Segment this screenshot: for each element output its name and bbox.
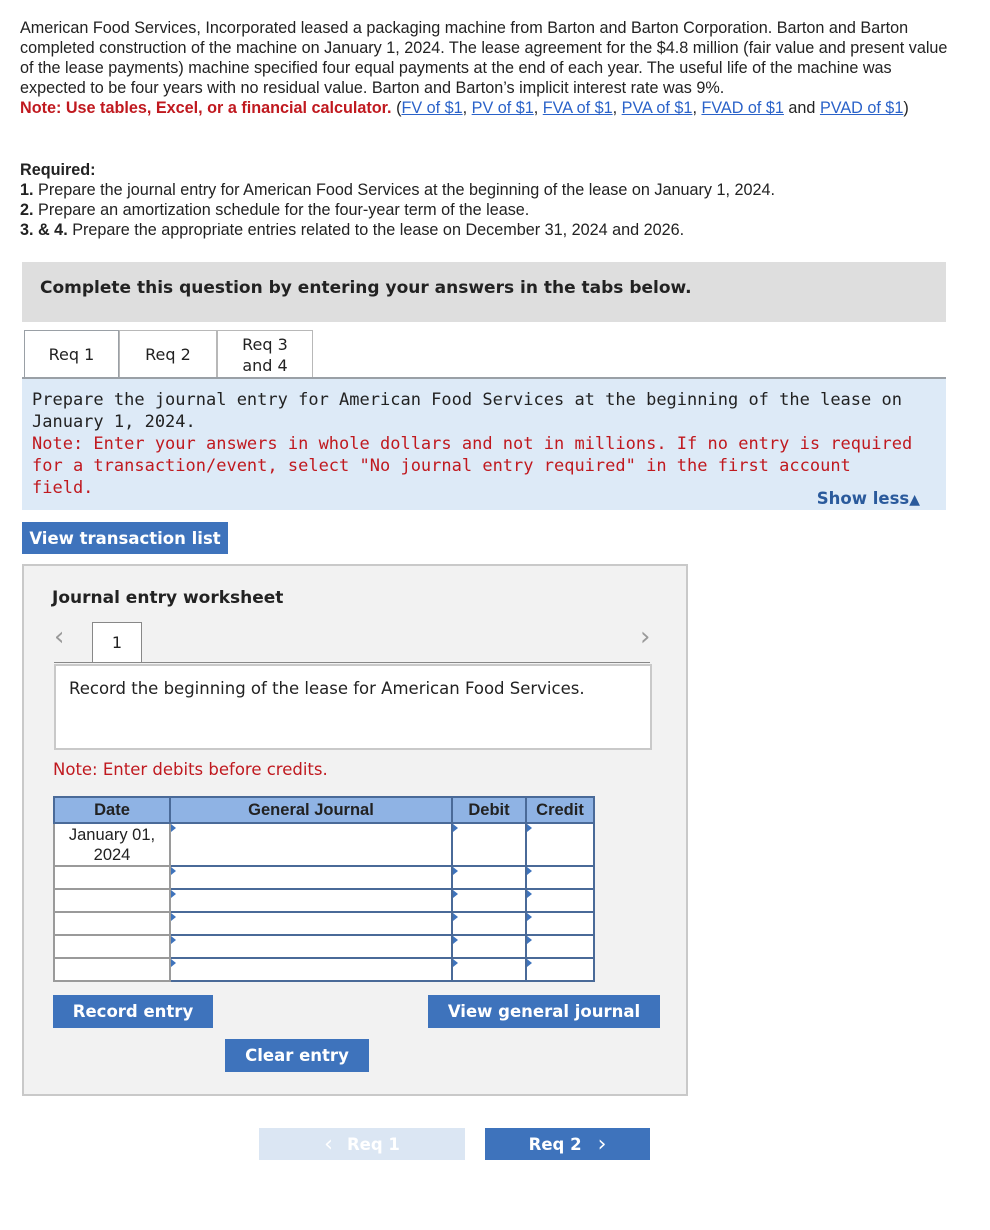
entry-description-text: Record the beginning of the lease for American Food Services. [69,679,585,698]
debit-input[interactable] [452,958,526,981]
view-general-journal-button[interactable]: View general journal [428,995,660,1028]
account-input[interactable] [170,823,452,866]
account-input[interactable] [170,889,452,912]
chevron-left-icon[interactable]: ‹ [54,622,65,652]
banner-text: Complete this question by entering your answers in the tabs below. [40,278,692,298]
table-row [54,866,594,889]
record-entry-button[interactable]: Record entry [53,995,213,1028]
table-row [54,935,594,958]
account-input[interactable] [170,958,452,981]
date-cell [54,889,170,912]
date-cell [54,912,170,935]
table-row [54,889,594,912]
debit-input[interactable] [452,935,526,958]
date-cell: January 01, 2024 [54,823,170,866]
problem-text: American Food Services, Incorporated leased a packaging machine from Barton and Barton Corporation. Barton and Barton completed construction of the machine on January 1, 2024. The lease agreement for the $4.8 million (fair value and present value of the lease payments) machine specified four equal payments at the end of each year. The useful life of the machine was expected to be four years with no residual value. Barton and Barton’s implicit interest rate was 9%. [20,19,948,97]
credit-input[interactable] [526,935,594,958]
chevron-left-icon: ‹ [324,1131,333,1157]
table-row [54,958,594,981]
tab-req-1[interactable]: Req 1 [24,330,119,378]
tables-note-label: Note: Use tables, Excel, or a financial calculator. [20,99,392,117]
debit-input[interactable] [452,823,526,866]
debit-input[interactable] [452,912,526,935]
account-input[interactable] [170,935,452,958]
link-pv[interactable]: PV of $1 [471,99,534,117]
view-transaction-list-button[interactable]: View transaction list [22,522,228,554]
chevron-right-icon[interactable]: › [640,622,651,652]
link-pva[interactable]: PVA of $1 [621,99,693,117]
worksheet-title: Journal entry worksheet [52,588,284,608]
tab-req-3-4[interactable]: Req 3 and 4 [217,330,313,378]
date-cell [54,958,170,981]
next-req-button[interactable]: Req 2 › [485,1128,650,1160]
tables-note: Note: Use tables, Excel, or a financial calculator. (FV of $1, PV of $1, FVA of $1, PVA of $1, FVAD of $1 and PVAD of $1) [20,99,909,117]
date-cell [54,866,170,889]
credit-input[interactable] [526,889,594,912]
instruction-banner [22,262,946,322]
chevron-right-icon: › [597,1131,607,1157]
show-less-link[interactable]: Show less▲ [816,489,920,508]
column-header-credit: Credit [526,797,594,823]
debit-input[interactable] [452,889,526,912]
debit-input[interactable] [452,866,526,889]
required-section [20,160,775,240]
credit-input[interactable] [526,912,594,935]
account-input[interactable] [170,866,452,889]
triangle-up-icon: ▲ [909,492,920,508]
instruction-panel [22,379,946,510]
credit-input[interactable] [526,866,594,889]
debits-before-credits-note: Note: Enter debits before credits. [53,760,328,779]
tab-req-2[interactable]: Req 2 [119,330,217,378]
link-and: and [788,99,816,117]
worksheet-page-number[interactable]: 1 [92,622,142,662]
link-pvad[interactable]: PVAD of $1 [819,99,904,117]
credit-input[interactable] [526,958,594,981]
journal-table [53,796,595,982]
date-cell [54,935,170,958]
required-heading: Required: [20,161,96,179]
table-row [54,823,594,866]
link-fv[interactable]: FV of $1 [401,99,463,117]
column-header-debit: Debit [452,797,526,823]
page-divider [54,662,650,663]
required-item-2: 2. Prepare an amortization schedule for the four-year term of the lease. [20,201,530,219]
link-fvad[interactable]: FVAD of $1 [701,99,784,117]
credit-input[interactable] [526,823,594,866]
column-header-date: Date [54,797,170,823]
column-header-general-journal: General Journal [170,797,452,823]
table-row [54,912,594,935]
entry-description [54,664,652,750]
instruction-note: Note: Enter your answers in whole dollars and not in millions. If no entry is required for a transaction/event, select "No journal entry required" in the first account field. [32,434,913,498]
link-fva[interactable]: FVA of $1 [542,99,613,117]
required-item-1: 1. Prepare the journal entry for American Food Services at the beginning of the lease on January 1, 2024. [20,181,775,199]
account-input[interactable] [170,912,452,935]
instruction-main: Prepare the journal entry for American Food Services at the beginning of the lease on January 1, 2024. [32,390,902,432]
clear-entry-button[interactable]: Clear entry [225,1039,369,1072]
problem-statement [20,18,955,118]
journal-worksheet [22,564,688,1096]
prev-req-button: ‹ Req 1 [259,1128,465,1160]
required-item-3-4: 3. & 4. Prepare the appropriate entries related to the lease on December 31, 2024 and 2026. [20,221,685,239]
